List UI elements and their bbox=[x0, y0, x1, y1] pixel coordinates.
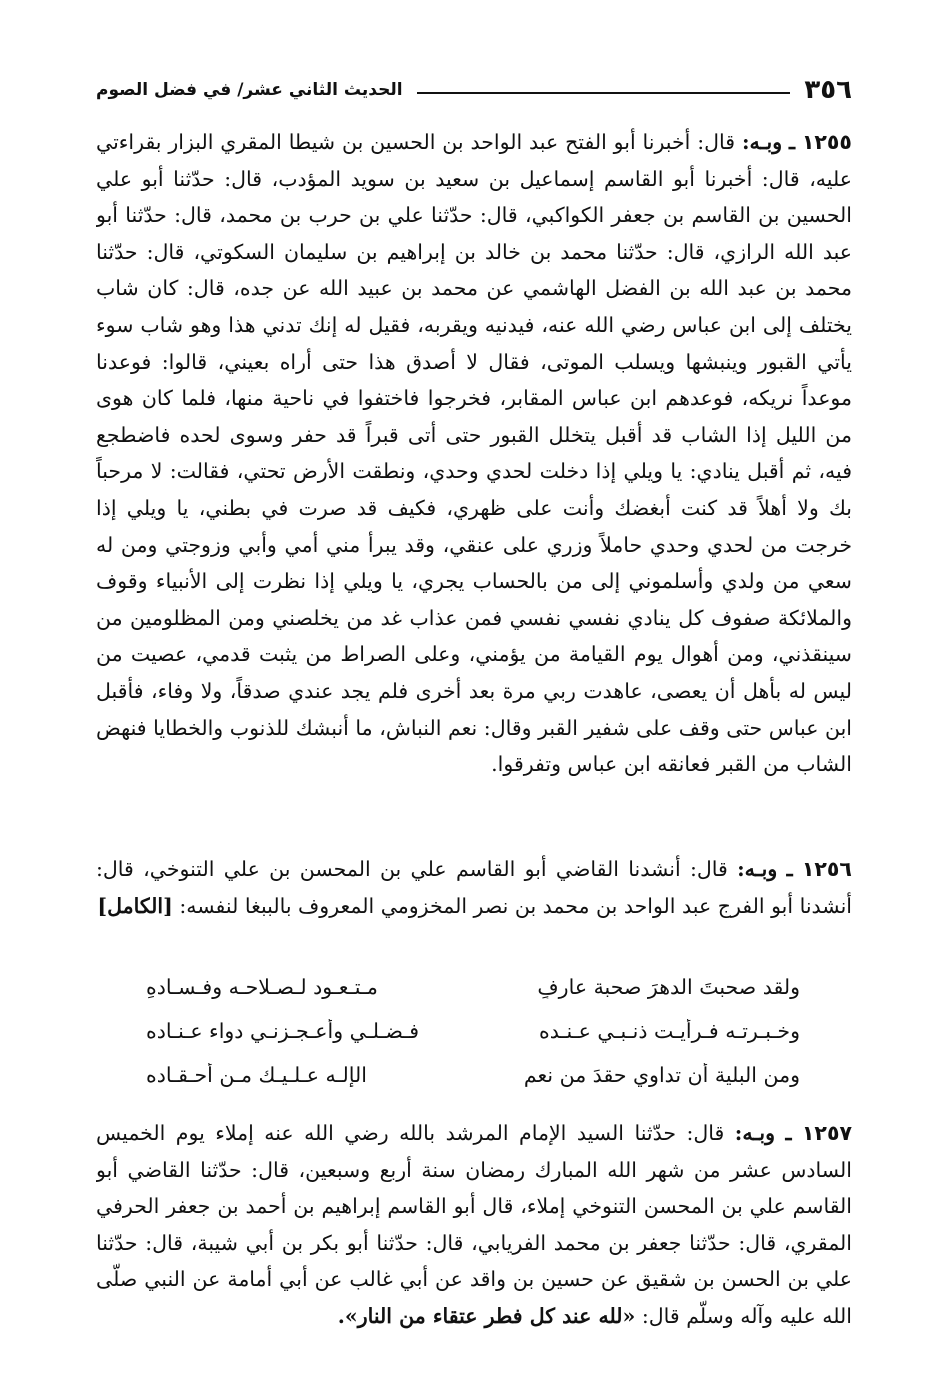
entry-number: ١٢٥٧ bbox=[801, 1121, 852, 1145]
entry-connector: وبـه: bbox=[734, 1121, 775, 1145]
poem bbox=[96, 965, 852, 1105]
hadith-entry-1257 bbox=[96, 1115, 852, 1335]
entry-text: قال: حدّثنا السيد الإمام المرشد بالله رضي الله عنه إملاء يوم الخميس السادس عشر من شهر الله المبارك رمضان سنة أربع وسبعين، قال: حدّثنا القاضي أبو القاسم علي بن المحسن التنوخي إملاء، قال أبو القاسم إبراهيم بن أحمد بن جعفر الحرفي المقري، قال: حدّثنا جعفر بن محمد الفريابي، قال: حدّثنا أبو بكر بن أبي شيبة، قال: حدّثنا علي بن الحسن بن شقيق عن حسين بن واقد عن أبي غالب عن أبي أمامة عن النبي صلّى الله عليه وآله وسلّم قال: bbox=[96, 1121, 852, 1328]
entry-dash: ـ bbox=[786, 857, 793, 881]
verse-first-hemistich: وخـبـرتـه فـرأيـت ذنـبـي عـنـده bbox=[538, 1019, 800, 1043]
verse-first-hemistich: ومن البلية أن تداوي حقدَ من نعم bbox=[523, 1063, 800, 1087]
poem-verse bbox=[96, 1009, 852, 1053]
verse-second-hemistich: فـضـلـي وأعـجـزنـي دواء عـنـاده bbox=[146, 1019, 420, 1043]
hadith-entry-1256 bbox=[96, 851, 852, 959]
entry-dash: ـ bbox=[785, 1121, 792, 1145]
verse-second-hemistich: الإلـه عـلـيـك مـن أحـقـاده bbox=[146, 1063, 367, 1087]
entry-connector: وبـه: bbox=[737, 857, 778, 881]
running-head bbox=[96, 70, 852, 110]
verse-second-hemistich: مـتـعـود لـصـلاحـه وفـسـادهِ bbox=[146, 975, 378, 999]
entry-dash: ـ bbox=[789, 130, 796, 154]
page-number: ٣٥٦ bbox=[804, 75, 852, 105]
poem-verse bbox=[96, 965, 852, 1009]
header-rule bbox=[417, 92, 791, 94]
prophetic-quote: «لله عند كل فطر عتقاء من النار». bbox=[337, 1303, 636, 1328]
poem-verse bbox=[96, 1053, 852, 1097]
page-body bbox=[96, 124, 852, 1335]
entry-text: قال: أخبرنا أبو الفتح عبد الواحد بن الحسين بن شيطا المقري البزار بقراءتي عليه، قال: أخبرنا أبو القاسم إسماعيل بن سعيد بن سويد المؤدب، قال: حدّثنا أبو علي الحسين بن القاسم بن جعفر الكواكبي، قال: حدّثنا علي بن حرب بن محمد، قال: حدّثنا أبو عبد الله الرازي، قال: حدّثنا محمد بن خالد بن إبراهيم بن سليمان السكوتي، قال: حدّثنا محمد بن عبد الله بن الفضل الهاشمي عن محمد بن عبيد الله عن جده، قال: كان شاب يختلف إلى ابن عباس رضي الله عنه، فيدنيه ويقربه، فقيل له إنك تدني هذا وهو شاب سوء يأتي القبور وينبشها ويسلب الموتى، فقال لا أصدق هذا حتى أراه بعيني، قالوا: فوعدنا موعداً نريكه، فوعدهم ابن عباس المقابر، فخرجوا فاختفوا في ناحية منها، فلما كان هوى من الليل إذا الشاب قد أقبل يتخلل القبور حتى أتى قبراً قد حفر وسوى لحده فاضطجع فيه، ثم أقبل ينادي: يا ويلي إذا دخلت لحدي وحدي، ونطقت الأرض تحتي، فقالت: لا مرحباً بك ولا أهلاً قد كنت أبغضك وأنت على ظهري، فكيف قد صرت في بطني، يا ويلي إذا خرجت من لحدي وحدي حاملاً وزري على عنقي، وقد يبرأ مني أمي وأبي وزوجتي ومن له سعي من ولدي وأسلموني إلى من بالحساب يجري، يا ويلي إذا نظرت إلى الأنبياء وقوف والملائكة صفوف كل ينادي نفسي نفسي فمن عذاب غد من يخلصني ومن المظلومين من سينقذني، ومن أهوال يوم القيامة من يؤمني، وعلى الصراط من يثبت قدمي، عصيت من ليس له بأهل أن يعصى، عاهدت ربي مرة بعد أخرى فلم يجد عندي صدقاً، ولا وفاء، فأقبل ابن عباس حتى وقف على شفير القبر وقال: نعم النباش، ما أنبشك للذنوب والخطايا فنهض الشاب من القبر فعانقه ابن عباس وتفرقوا. bbox=[96, 130, 852, 777]
hadith-entry-1255 bbox=[96, 124, 852, 848]
verse-first-hemistich: ولقد صحبتَ الدهرَ صحبة عارفٍ bbox=[537, 975, 800, 999]
entry-text: قال: أنشدنا القاضي أبو القاسم علي بن المحسن بن علي التنوخي، قال: أنشدنا أبو الفرج عبد الواحد بن محمد بن نصر المخزومي المعروف بالببغا لنفسه: bbox=[96, 857, 852, 918]
entry-connector: وبـه: bbox=[741, 130, 783, 154]
chapter-title: الحديث الثاني عشر/ في فضل الصوم bbox=[96, 80, 403, 100]
entry-number: ١٢٥٦ bbox=[801, 857, 852, 881]
entry-number: ١٢٥٥ bbox=[801, 130, 852, 154]
poetic-meter: [الكامل] bbox=[97, 893, 173, 918]
